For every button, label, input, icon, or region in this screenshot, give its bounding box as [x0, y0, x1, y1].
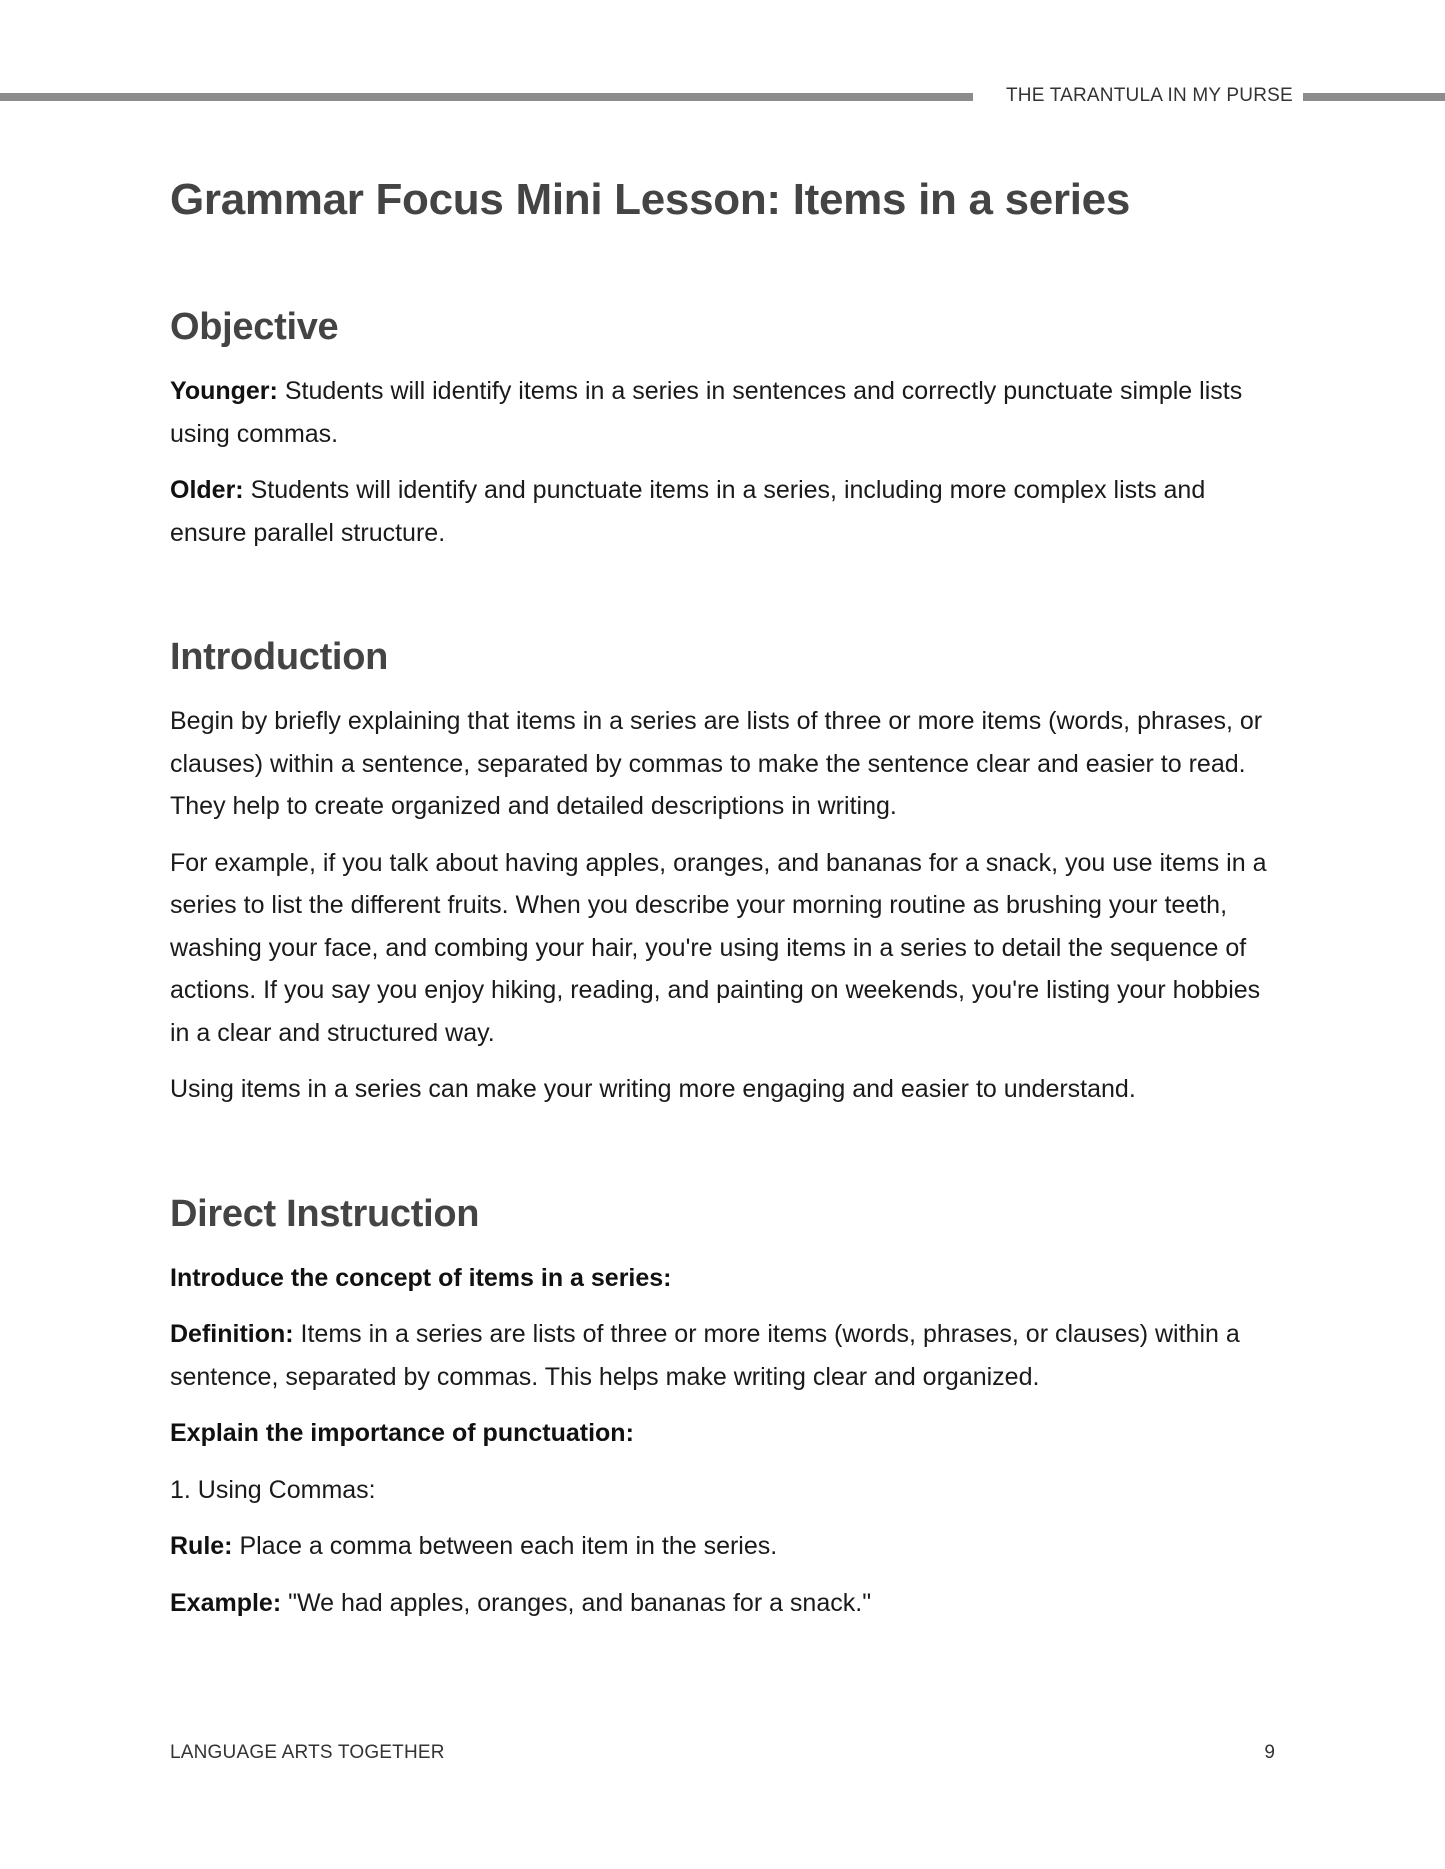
rule-label: Rule: [170, 1532, 233, 1560]
concept-subheading [170, 1257, 1280, 1300]
direct-instruction-heading: Direct Instruction [170, 1192, 480, 1235]
older-label: Older: [170, 476, 244, 504]
objective-older-paragraph [170, 469, 1280, 554]
page-content [170, 168, 1280, 1624]
example-label: Example: [170, 1588, 282, 1617]
younger-label: Younger: [170, 377, 278, 405]
footer-book-title: LANGUAGE ARTS TOGETHER [170, 1742, 445, 1763]
definition-paragraph [170, 1313, 1280, 1398]
list-item-using-commas: 1. Using Commas: [170, 1475, 376, 1504]
introduction-heading: Introduction [170, 636, 389, 678]
objective-heading: Objective [170, 306, 339, 348]
importance-subheading [170, 1412, 1280, 1455]
introduction-paragraph-2: For example, if you talk about having apples, oranges, and bananas for a snack, you use items in a series to list the different fruits. When you describe your morning routine as brushing your teeth, washing your face, and combing your hair, you're using items in a series to detail the sequence of actions. If you say you enjoy hiking, reading, and painting on weekends, you're listing your hobbies in a clear and structured way. [170, 848, 1267, 1047]
importance-subheading-text: Explain the importance of punctuation: [170, 1419, 634, 1447]
rule-text: Place a comma between each item in the series. [232, 1532, 778, 1560]
older-text: Students will identify and punctuate items in a series, including more complex lists and ensure parallel structure. [170, 476, 1206, 547]
running-header-title: THE TARANTULA IN MY PURSE [1006, 85, 1293, 106]
example-paragraph [170, 1582, 1280, 1625]
definition-label: Definition: [170, 1320, 294, 1348]
concept-subheading-text: Introduce the concept of items in a series: [170, 1263, 672, 1292]
definition-text: Items in a series are lists of three or more items (words, phrases, or clauses) within a sentence, separated by commas. This helps make writing clear and organized. [170, 1320, 1240, 1391]
header-rule-right [1303, 93, 1445, 101]
footer-page-number: 9 [1264, 1742, 1275, 1763]
rule-paragraph [170, 1525, 1280, 1568]
example-text: "We had apples, oranges, and bananas for a snack." [281, 1588, 872, 1617]
header-rule-left [0, 93, 973, 101]
page-title: Grammar Focus Mini Lesson: Items in a series [170, 175, 1131, 224]
younger-text: Students will identify items in a series in sentences and correctly punctuate simple lists using commas. [170, 377, 1243, 448]
objective-younger-paragraph [170, 370, 1280, 455]
introduction-paragraph-3: Using items in a series can make your writing more engaging and easier to understand. [170, 1075, 1136, 1103]
introduction-paragraph-1: Begin by briefly explaining that items in a series are lists of three or more items (words, phrases, or clauses) within a sentence, separated by commas to make the sentence clear and easier to read. They help to create organized and detailed descriptions in writing. [170, 707, 1263, 820]
